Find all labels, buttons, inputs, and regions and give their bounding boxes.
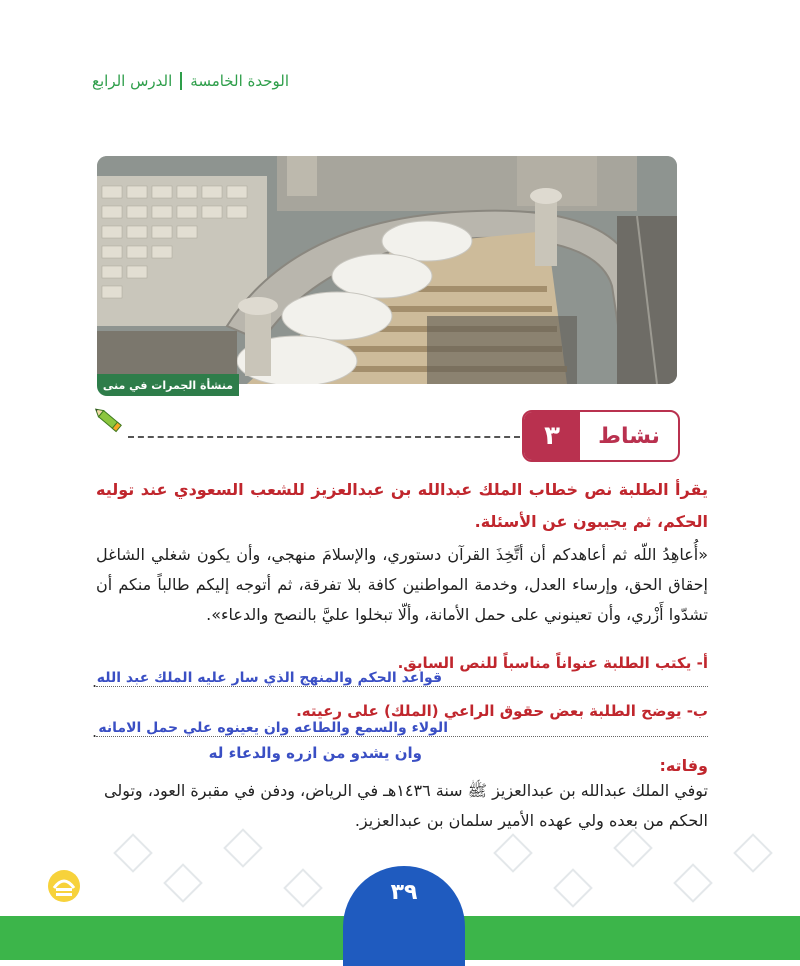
activity-divider	[128, 436, 520, 438]
death-section-title: وفاته:	[659, 756, 708, 775]
jamarat-illustration	[97, 156, 677, 384]
answer-a-end-dot: .	[92, 672, 98, 691]
page-number: ٣٩	[343, 866, 465, 966]
king-speech-quote: «أُعاهِدُ اللّه ثم أعاهدكم أن أتَّخِذَ القرآن دستوري، والإسلامَ منهجي، وأن يكون شغلي الشاغل إحقاق الحق، وإرساء العدل، وخدمة المواطنين كافة بلا تفرقة، ثم أتوجه إليكم طالباً منكم أن تشدّوا أَزْري، وأن تعينوني على حمل الأمانة، وألّا تبخلوا عليَّ بالنصح والدعاء».	[96, 545, 708, 624]
page-header	[92, 72, 289, 90]
publisher-logo-icon	[44, 866, 84, 910]
answer-b-end-dot: .	[92, 722, 98, 741]
header-unit: الوحدة الخامسة	[190, 72, 289, 90]
activity-instruction: يقرأ الطلبة نص خطاب الملك عبدالله بن عبدالعزيز للشعب السعودي عند توليه الحكم، ثم يجيبون عن الأسئلة.	[96, 480, 708, 531]
question-a-answer-line	[96, 686, 708, 687]
pencil-icon	[94, 405, 128, 443]
question-a-label: أ- يكتب الطلبة عنواناً مناسباً للنص السابق.	[397, 654, 708, 672]
header-lesson: الدرس الرابع	[92, 72, 173, 90]
jamarat-photo	[97, 156, 677, 384]
question-b-answer-line	[96, 736, 708, 737]
activity-label: نشاط	[598, 423, 660, 449]
question-b-answer: الولاء والسمع والطاعه وان يعينوه علي حمل الامانه	[98, 720, 448, 736]
activity-badge	[522, 410, 680, 462]
question-b-label: ب- يوضح الطلبة بعض حقوق الراعي (الملك) على رعيته.	[296, 702, 708, 720]
header-separator	[180, 72, 182, 90]
question-a-answer: قواعد الحكم والمنهج الذي سار عليه الملك عبد الله	[96, 670, 442, 686]
activity-number: ٣	[524, 412, 580, 460]
death-section-text: توفي الملك عبدالله بن عبدالعزيز ﷺ سنة ١٤٣٦هـ في الرياض، ودفن في مقبرة العود، وتولى الحكم من بعده ولي عهده الأمير سلمان بن عبدالعزيز.	[103, 781, 708, 830]
photo-caption: منشأة الجمرات في منى	[97, 374, 239, 396]
question-b-answer-extra: وان يشدو من ازره والدعاء له	[208, 744, 422, 762]
